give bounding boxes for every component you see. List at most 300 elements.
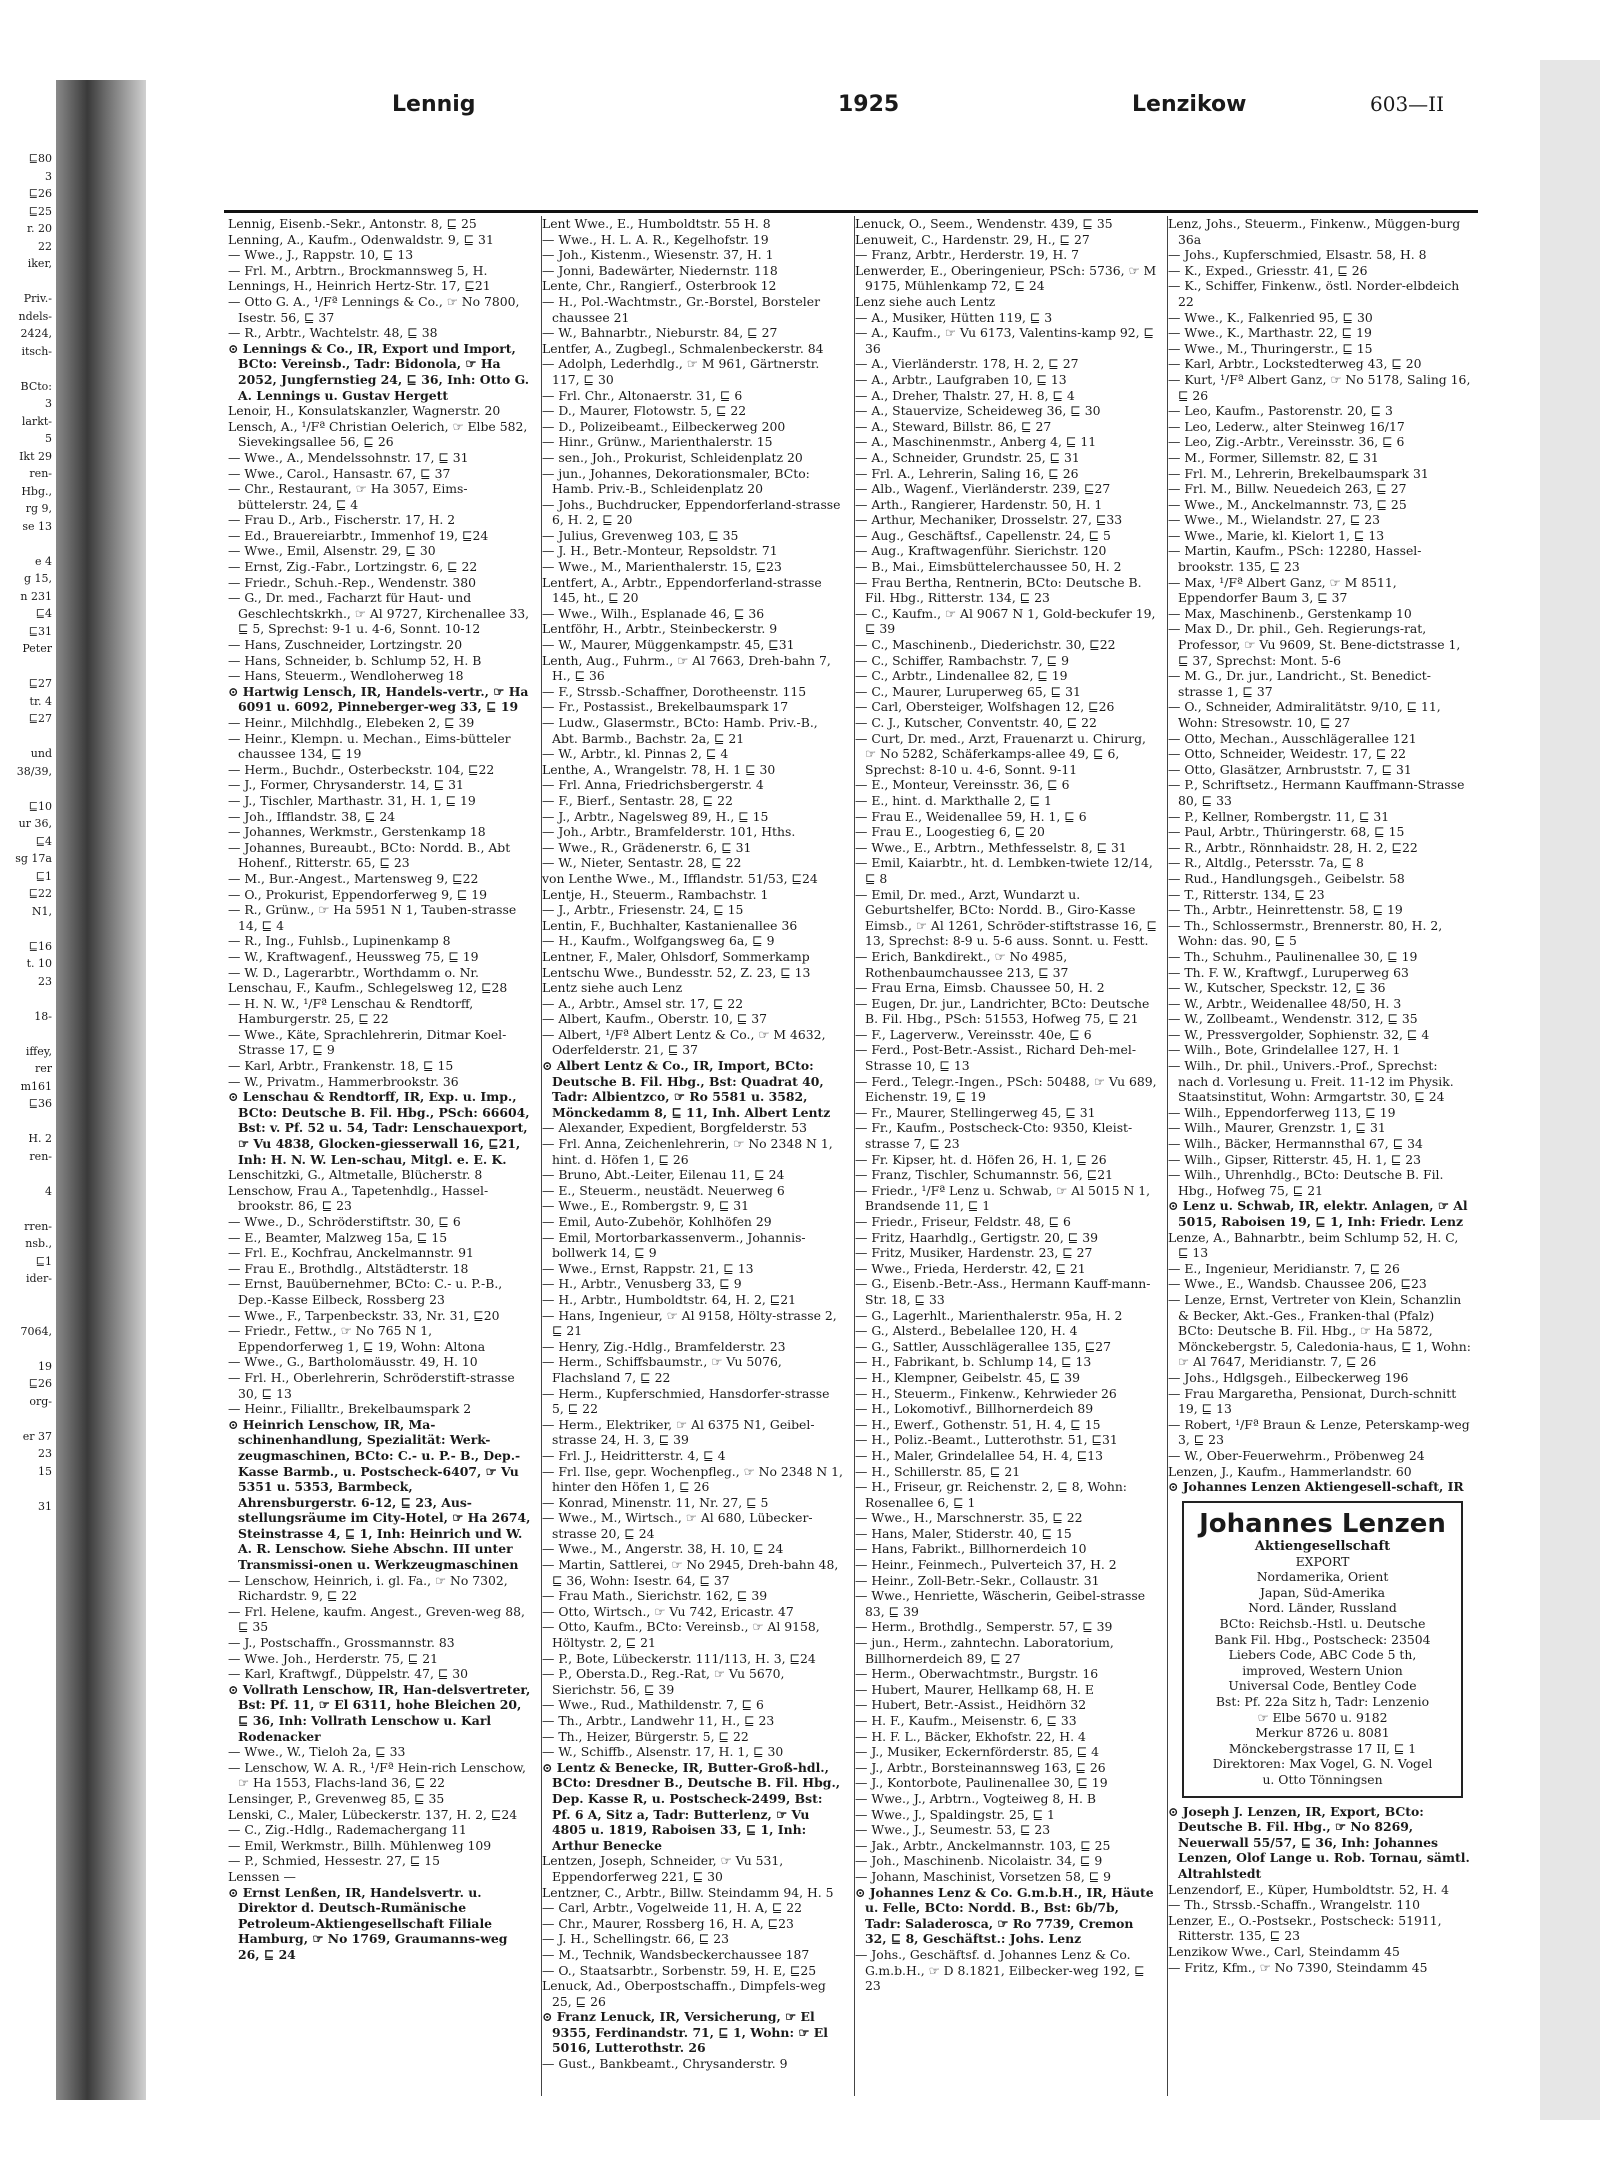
previous-page-fragment: H. 2	[28, 1132, 52, 1145]
directory-entry: — Wwe., R., Grädenerstr. 6, ⊑ 31	[542, 839, 752, 855]
directory-entry: — Friedr., Fettw., ☞ No 765 N 1, Eppendorferweg 1, ⊑ 19, Wohn: Altona	[228, 1323, 486, 1354]
ad-line: Bank Fil. Hbg., Postscheck: 23504	[1214, 1631, 1431, 1647]
directory-entry: — Ludw., Glasermstr., BCto: Hamb. Priv.-B., Abt. Barmb., Bachstr. 2a, ⊑ 21	[542, 715, 818, 746]
directory-entry: ⊙ Heinrich Lenschow, IR, Ma-schinenhandlung, Spezialität: Werk-zeugmaschinen, BCto: C.- u. P.- B., Dep.-Kasse Barmb., u. Postscheck-6407, ☞ Vu 5351 u. 5353, Barmbeck, Ahrensburgerstr. 6-12, ⊑ 23, Aus-stellungsräume im City-Hotel, ☞ Ha 2674, Steinstrasse 4, ⊑ 1, Inh: Heinrich und W. A. R. Lenschow. Siehe Abschn. III unter Transmissi-onen u. Werkzeugmaschinen	[228, 1416, 531, 1573]
previous-page-fragment	[0, 273, 56, 291]
column-1	[228, 216, 531, 2096]
directory-entry: — J., Arbtr., Friesenstr. 24, ⊑ 15	[542, 902, 744, 918]
directory-entry: ⊙ Joseph J. Lenzen, IR, Export, BCto: Deutsche B. Fil. Hbg., ☞ No 8269, Neuerwall 55/57, ⊑ 36, Inh: Johannes Lenzen, Olof Lange u. Rob. Tornau, sämtl. Altrahlstedt	[1168, 1803, 1470, 1881]
directory-entry: — H. F., Kaufm., Meisenstr. 6, ⊑ 33	[855, 1713, 1077, 1728]
directory-entry: — Wilh., Eppendorferweg 113, ⊑ 19	[1168, 1104, 1396, 1120]
directory-entry: — Frl. Anna, Friedrichsbergerstr. 4	[542, 777, 764, 793]
previous-page-fragment: N1,	[31, 904, 52, 918]
directory-entry: — Wwe., E., Rombergstr. 9, ⊑ 31	[542, 1198, 750, 1214]
directory-entry: — A., Musiker, Hütten 119, ⊑ 3	[855, 309, 1053, 325]
directory-entry: Lenzikow Wwe., Carl, Steindamm 45	[1168, 1943, 1400, 1959]
previous-page-fragment: rer	[34, 1062, 52, 1075]
directory-entry: — Wwe., M., Thuringerstr., ⊑ 15	[1168, 340, 1373, 356]
previous-page-fragment: Priv.-	[23, 292, 52, 305]
directory-entry: — Th., Heizer, Bürgerstr. 5, ⊑ 22	[542, 1728, 749, 1744]
directory-entry: — Ernst, Zig.-Fabr., Lortzingstr. 6, ⊑ 22	[228, 559, 478, 575]
directory-entry: Lenschau, F., Kaufm., Schlegelsweg 12, ⊑28	[228, 980, 508, 996]
directory-entry: — W., Schiffb., Alsenstr. 17, H. 1, ⊑ 30	[542, 1744, 784, 1760]
column-3	[854, 216, 1158, 2096]
directory-entry: — T., Ritterstr. 134, ⊑ 23	[1168, 886, 1325, 902]
directory-entry: — jun., Johannes, Dekorationsmaler, BCto: Hamb. Priv.-B., Schleidenplatz 20	[542, 465, 810, 497]
previous-page-fragment: ndels-	[18, 309, 52, 323]
directory-entry: — A., Arbtr., Laufgraben 10, ⊑ 13	[855, 371, 1067, 387]
ad-line: Direktoren: Max Vogel, G. N. Vogel	[1212, 1756, 1433, 1772]
directory-entry: — E., hint. d. Markthalle 2, ⊑ 1	[855, 792, 1052, 808]
directory-entry: Lenschitzki, G., Altmetalle, Blücherstr. 8	[228, 1167, 483, 1183]
directory-entry: — M., Former, Sillemstr. 82, ⊑ 31	[1168, 449, 1379, 465]
previous-page-fragment: ⊑36	[28, 1097, 52, 1110]
directory-columns	[228, 216, 1482, 2096]
directory-entry: — Hans, Maler, Stiderstr. 40, ⊑ 15	[855, 1525, 1072, 1541]
directory-entry: — Wwe., Wilh., Esplanade 46, ⊑ 36	[542, 605, 765, 621]
directory-entry: — Emil, Dr. med., Arzt, Wundarzt u. Geburtshelfer, BCto: Nordd. B., Giro-Kasse Eimsb., ☞ Al 1261, Schröder-stiftstrasse 16, ⊑ 13, Sprechst: 8-9 u. 5-6 auss. Sonnt. u. Festt.	[855, 886, 1157, 949]
directory-entry: — H., Arbtr., Humboldtstr. 64, H. 2, ⊑21	[542, 1291, 797, 1307]
previous-page-fragment: 3	[45, 169, 52, 183]
previous-page-fragment: BCto:	[20, 379, 52, 393]
ad-line: Liebers Code, ABC Code 5 th,	[1228, 1647, 1417, 1663]
directory-entry: — Wilh., Uhrenhdlg., BCto: Deutsche B. Fil. Hbg., Hofweg 75, ⊑ 21	[1168, 1167, 1444, 1198]
directory-entry: — Heinr., Milchhdlg., Elebeken 2, ⊑ 39	[228, 715, 475, 730]
directory-entry: — W., Ober-Feuerwehrm., Pröbenweg 24	[1168, 1447, 1425, 1463]
previous-page-fragment: ⊑1	[35, 869, 52, 883]
directory-entry: Lentzner, C., Arbtr., Billw. Steindamm 94, H. 5	[542, 1884, 834, 1900]
previous-page-fragment	[0, 728, 56, 746]
directory-entry: — Frl. Chr., Altonaerstr. 31, ⊑ 6	[542, 387, 743, 403]
directory-entry: — R., Grünw., ☞ Ha 5951 N 1, Tauben-strasse 14, ⊑ 4	[228, 902, 517, 933]
previous-page-edge	[0, 150, 58, 2070]
directory-entry: — Joh., Ifflandstr. 38, ⊑ 24	[228, 808, 396, 824]
previous-page-fragment	[0, 658, 56, 676]
directory-entry: — Max, ¹/Fª Albert Ganz, ☞ M 8511, Eppendorfer Baum 3, ⊑ 37	[1168, 574, 1397, 606]
directory-entry: — Emil, Mortorbarkassenverm., Johannis-bollwerk 14, ⊑ 9	[542, 1229, 806, 1261]
directory-entry: — Wwe., K., Falkenried 95, ⊑ 30	[1168, 309, 1373, 325]
directory-entry: — J. H., Betr.-Monteur, Repsoldstr. 71	[542, 543, 778, 559]
directory-entry: — H., Pol.-Wachtmstr., Gr.-Borstel, Borsteler chaussee 21	[542, 293, 821, 325]
previous-page-fragment	[0, 1305, 56, 1323]
directory-entry: — Joh., Kistenm., Wiesenstr. 37, H. 1	[542, 247, 774, 263]
directory-entry: — Frl. M., Billw. Neuedeich 263, ⊑ 27	[1168, 481, 1407, 497]
previous-page-fragment: larkt-	[21, 414, 52, 428]
directory-entry: — Wwe., Henriette, Wäscherin, Geibel-strasse 83, ⊑ 39	[855, 1588, 1146, 1619]
directory-entry: — Leo, Zig.-Arbtr., Vereinsstr. 36, ⊑ 6	[1168, 434, 1405, 450]
directory-entry: — Franz, Tischler, Schumannstr. 56, ⊑21	[855, 1167, 1114, 1183]
previous-page-fragment: iker,	[27, 257, 52, 270]
directory-entry: — W., Bahnarbtr., Nieburstr. 84, ⊑ 27	[542, 325, 778, 341]
directory-entry: — Frl. Helene, kaufm. Angest., Greven-weg 88, ⊑ 35	[228, 1603, 525, 1635]
column-4-entries-top	[1168, 216, 1471, 1495]
directory-entry: — Frau Bertha, Rentnerin, BCto: Deutsche B. Fil. Hbg., Ritterstr. 134, ⊑ 23	[855, 574, 1142, 606]
directory-entry: ⊙ Franz Lenuck, IR, Versicherung, ☞ El 9355, Ferdinandstr. 71, ⊑ 1, Wohn: ☞ El 5016, Lutterothstr. 26	[542, 2009, 828, 2056]
directory-entry: Lenski, C., Maler, Lübeckerstr. 137, H. 2, ⊑24	[228, 1806, 518, 1822]
directory-entry: Lennings, H., Heinrich Hertz-Str. 17, ⊑21	[228, 278, 491, 294]
directory-entry: Lentzen, Joseph, Schneider, ☞ Vu 531, Eppendorferweg 221, ⊑ 30	[542, 1853, 784, 1884]
directory-entry: — H., Maler, Grindelallee 54, H. 4, ⊑13	[855, 1447, 1104, 1463]
directory-entry: — Julius, Grevenweg 103, ⊑ 35	[542, 527, 739, 543]
directory-entry: — G., Dr. med., Facharzt für Haut- und Geschlechtskrkh., ☞ Al 9727, Kirchenallee 33, ⊑ 5, Sprechst: 9-1 u. 4-6, Sonnt. 10-12	[228, 590, 530, 637]
directory-entry: — Th. F. W., Kraftwgf., Luruperweg 63	[1168, 964, 1409, 980]
previous-page-fragment: ⊑27	[28, 712, 52, 725]
directory-entry: Lent Wwe., E., Humboldtstr. 55 H. 8	[542, 216, 771, 231]
directory-entry: — Frl. J., Heidritterstr. 4, ⊑ 4	[542, 1447, 726, 1463]
directory-entry: — W., Nieter, Sentastr. 28, ⊑ 22	[542, 855, 742, 871]
directory-entry: — Wwe., E., Arbtrn., Methfesselstr. 8, ⊑ 31	[855, 839, 1127, 855]
directory-entry: — O., Prokurist, Eppendorferweg 9, ⊑ 19	[228, 886, 488, 902]
ad-line: improved, Western Union	[1242, 1662, 1403, 1678]
directory-entry: — Alb., Wagenf., Vierländerstr. 239, ⊑27	[855, 481, 1111, 497]
directory-entry: — H., Kaufm., Wolfgangsweg 6a, ⊑ 9	[542, 933, 775, 949]
previous-page-fragment: nsb.,	[25, 1237, 52, 1250]
previous-page-fragment: ⊑26	[28, 1377, 52, 1390]
directory-entry: — Martin, Kaufm., PSch: 12280, Hassel-brookstr. 135, ⊑ 23	[1168, 543, 1422, 575]
directory-entry: — Heinr., Zoll-Betr.-Sekr., Collaustr. 31	[855, 1572, 1100, 1588]
directory-entry: — P., Kellner, Rombergstr. 11, ⊑ 31	[1168, 808, 1390, 824]
directory-entry: — Emil, Auto-Zubehör, Kohlhöfen 29	[542, 1214, 772, 1229]
directory-entry: — Wwe., J., Seumestr. 53, ⊑ 23	[855, 1822, 1051, 1838]
previous-page-fragment: tr. 4	[29, 694, 52, 708]
previous-page-fragment	[0, 1200, 56, 1218]
directory-entry: — Johann, Maschinist, Vorsetzen 58, ⊑ 9	[855, 1868, 1112, 1884]
directory-entry: — Lenschow, W. A. R., ¹/Fª Hein-rich Lenschow, ☞ Ha 1553, Flachs-land 36, ⊑ 22	[228, 1759, 526, 1791]
previous-page-fragment: ⊑4	[35, 834, 52, 848]
previous-page-fragment: 15	[38, 1464, 52, 1478]
directory-entry: — Wwe. Joh., Herderstr. 75, ⊑ 21	[228, 1650, 438, 1666]
directory-entry: — H. F. L., Bäcker, Ekhofstr. 22, H. 4	[855, 1728, 1086, 1744]
directory-entry: — J., Arbtr., Borsteinannsweg 163, ⊑ 26	[855, 1759, 1106, 1775]
previous-page-fragment: ⊑31	[28, 624, 52, 638]
directory-entry: — Hans, Zuschneider, Lortzingstr. 20	[228, 637, 463, 653]
directory-entry: — E., Beamter, Malzweg 15a, ⊑ 15	[228, 1229, 448, 1245]
directory-entry: — Friedr., Schuh.-Rep., Wendenstr. 380	[228, 574, 477, 590]
directory-entry: — Wwe., M., Wirtsch., ☞ Al 680, Lübecker-strasse 20, ⊑ 24	[542, 1510, 813, 1541]
directory-entry: — Wilh., Bäcker, Hermannsthal 67, ⊑ 34	[1168, 1136, 1423, 1152]
directory-entry: — Joh., Maschinenb. Nicolaistr. 34, ⊑ 9	[855, 1853, 1103, 1869]
directory-entry: — H., Fabrikant, b. Schlump 14, ⊑ 13	[855, 1354, 1092, 1370]
directory-entry: — Herm., Oberwachtmstr., Burgstr. 16	[855, 1666, 1099, 1682]
directory-entry: — Otto, Glasätzer, Arnbruststr. 7, ⊑ 31	[1168, 761, 1412, 777]
directory-entry: — Th., Arbtr., Landwehr 11, H., ⊑ 23	[542, 1713, 775, 1728]
directory-entry: — Wilh., Maurer, Grenzstr. 1, ⊑ 31	[1168, 1120, 1386, 1136]
directory-entry: — J., Postschaffn., Grossmannstr. 83	[228, 1635, 455, 1651]
directory-entry: ⊙ Johannes Lenzen Aktiengesell-schaft, IR	[1168, 1479, 1464, 1495]
directory-entry: — Hans, Schneider, b. Schlump 52, H. B	[228, 652, 482, 668]
directory-entry: — Wilh., Bote, Grindelallee 127, H. 1	[1168, 1042, 1401, 1058]
directory-entry: — G., Alsterd., Bebelallee 120, H. 4	[855, 1323, 1078, 1339]
directory-entry: — Otto, Wirtsch., ☞ Vu 742, Ericastr. 47	[542, 1603, 794, 1619]
directory-entry: von Lenthe Wwe., M., Ifflandstr. 51/53, ⊑24	[542, 870, 818, 886]
directory-entry: ⊙ Lentz & Benecke, IR, Butter-Groß-hdl., BCto: Dresdner B., Deutsche B. Fil. Hbg., Dep. Kasse R, u. Postscheck-2499, Bst: Pf. 6 A, Sitz a, Tadr: Butterlenz, ☞ Vu 4805 u. 1819, Raboisen 33, ⊑ 1, Inh: Arthur Benecke	[542, 1759, 841, 1853]
previous-page-fragment	[0, 1480, 56, 1498]
directory-entry: — Chr., Maurer, Rossberg 16, H. A, ⊑23	[542, 1915, 794, 1931]
directory-entry: — Otto, Mechan., Ausschlägerallee 121	[1168, 730, 1417, 746]
directory-entry: — Frl. A., Lehrerin, Saling 16, ⊑ 26	[855, 465, 1079, 481]
ad-line: u. Otto Tönningsen	[1262, 1772, 1383, 1787]
directory-entry: — Wilh., Dr. phil., Univers.-Prof., Sprechst: nach d. Vorlesung u. Freit. 11-12 im Physik. Staatsinstitut, Wohn: Armgartstr. 30, ⊑ 24	[1168, 1058, 1454, 1105]
directory-entry: — Albert, Kaufm., Oberstr. 10, ⊑ 37	[542, 1011, 768, 1027]
directory-entry: — Fritz, Musiker, Hardenstr. 23, ⊑ 27	[855, 1245, 1093, 1261]
directory-entry: — Karl, Arbtr., Frankenstr. 18, ⊑ 15	[228, 1058, 454, 1074]
directory-entry: — A., Stauervize, Scheideweg 36, ⊑ 30	[855, 403, 1101, 419]
previous-page-fragment: 4	[45, 1184, 52, 1198]
directory-entry: — Ed., Brauereiarbtr., Immenhof 19, ⊑24	[228, 527, 489, 543]
directory-entry: — G., Eisenb.-Betr.-Ass., Hermann Kauff-mann-Str. 18, ⊑ 33	[855, 1276, 1151, 1307]
previous-page-fragment	[0, 1113, 56, 1131]
directory-entry: — W., Kraftwagenf., Heussweg 75, ⊑ 19	[228, 948, 479, 964]
directory-entry: — W., Pressvergolder, Sophienstr. 32, ⊑ 4	[1168, 1026, 1430, 1042]
previous-page-fragment: 7064,	[20, 1324, 52, 1338]
directory-entry: Lenuck, Ad., Oberpostschaffn., Dimpfels-weg 25, ⊑ 26	[542, 1978, 826, 2009]
directory-entry: — P., Bote, Lübeckerstr. 111/113, H. 3, ⊑24	[542, 1650, 816, 1666]
directory-entry: — Frl. M., Arbtrn., Brockmannsweg 5, H.	[228, 262, 488, 278]
directory-entry: — Albert, ¹/Fª Albert Lentz & Co., ☞ M 4632, Oderfelderstr. 21, ⊑ 37	[542, 1026, 826, 1058]
directory-entry: Lenzendorf, E., Küper, Humboldtstr. 52, H. 4	[1168, 1881, 1450, 1897]
column-4	[1167, 216, 1471, 2096]
previous-page-fragment	[0, 1288, 56, 1306]
directory-entry: — Leo, Kaufm., Pastorenstr. 20, ⊑ 3	[1168, 403, 1393, 419]
column-4-entries-bottom	[1168, 1804, 1471, 1976]
directory-entry: — Paul, Arbtr., Thüringerstr. 68, ⊑ 15	[1168, 824, 1405, 840]
previous-page-fragment: 23	[38, 1447, 52, 1460]
ad-line: Mönckebergstrasse 17 II, ⊑ 1	[1228, 1740, 1417, 1756]
directory-entry: ⊙ Hartwig Lensch, IR, Handels-vertr., ☞ Ha 6091 u. 6092, Pinneberger-weg 33, ⊑ 19	[228, 683, 529, 715]
directory-entry: — Hans, Steuerm., Wendloherweg 18	[228, 668, 464, 684]
directory-entry: — Frau Erna, Eimsb. Chaussee 50, H. 2	[855, 980, 1105, 996]
directory-entry: — Wwe., J., Arbtrn., Vogteiweg 8, H. B	[855, 1790, 1096, 1806]
directory-entry: Lenuweit, C., Hardenstr. 29, H., ⊑ 27	[855, 231, 1090, 247]
previous-page-fragment: sg 17a	[15, 852, 52, 865]
directory-entry: Lenz siehe auch Lentz	[855, 293, 996, 309]
directory-entry: — A., Dreher, Thalstr. 27, H. 8, ⊑ 4	[855, 387, 1075, 403]
header-year: 1925	[838, 92, 900, 117]
directory-entry: Lentin, F., Buchhalter, Kastanienallee 36	[542, 917, 798, 933]
previous-page-fragment	[0, 360, 56, 378]
previous-page-fragment	[0, 990, 56, 1008]
directory-entry: — Herm., Kupferschmied, Hansdorfer-strasse 5, ⊑ 22	[542, 1385, 830, 1417]
directory-entry: — M., Technik, Wandsbeckerchaussee 187	[542, 1946, 810, 1962]
directory-entry: Lenoir, H., Konsulatskanzler, Wagnerstr. 20	[228, 403, 501, 419]
directory-entry: — E., Steuerm., neustädt. Neuerweg 6	[542, 1182, 785, 1198]
previous-page-fragment: m161	[20, 1079, 52, 1093]
previous-page-fragment: ren-	[29, 467, 52, 480]
scan-margin	[1540, 60, 1600, 2120]
advertisement-box	[1182, 1501, 1463, 1798]
previous-page-fragment	[0, 1025, 56, 1043]
directory-entry: — H., Schillerstr. 85, ⊑ 21	[855, 1463, 1021, 1479]
previous-page-fragment	[0, 780, 56, 798]
previous-page-fragment: 19	[38, 1359, 52, 1373]
directory-entry: — J., Former, Chrysanderstr. 14, ⊑ 31	[228, 777, 464, 793]
previous-page-fragment: 18-	[34, 1009, 52, 1023]
directory-entry: — C. J., Kutscher, Conventstr. 40, ⊑ 22	[855, 715, 1097, 730]
directory-entry: — Hans, Ingenieur, ☞ Al 9158, Hölty-strasse 2, ⊑ 21	[542, 1307, 837, 1339]
directory-entry: — Ferd., Post-Betr.-Assist., Richard Deh-mel-Strasse 10, ⊑ 13	[855, 1042, 1137, 1074]
ad-line: Nord. Länder, Russland	[1248, 1600, 1397, 1616]
directory-entry: — Wilh., Gipser, Ritterstr. 45, H. 1, ⊑ 23	[1168, 1151, 1422, 1167]
directory-entry: — Wwe., Marie, kl. Kielort 1, ⊑ 13	[1168, 527, 1385, 543]
directory-entry: Lenthe, A., Wrangelstr. 78, H. 1 ⊑ 30	[542, 761, 776, 777]
directory-entry: — O., Schneider, Admiralitätstr. 9/10, ⊑ 11, Wohn: Stresowstr. 10, ⊑ 27	[1168, 699, 1441, 730]
directory-entry: — Lenze, Ernst, Vertreter von Klein, Schanzlin & Becker, Akt.-Ges., Franken-thal (Pfalz) BCto: Deutsche B. Fil. Hbg., ☞ Ha 5872, Mönckebergstr. 5, Caledonia-haus, ⊑ 1, Wohn: ☞ Al 7647, Meridianstr. 7, ⊑ 26	[1168, 1291, 1471, 1370]
directory-entry: — E., Monteur, Vereinsstr. 36, ⊑ 6	[855, 777, 1070, 793]
directory-entry: — jun., Herm., zahntechn. Laboratorium, Billhornerdeich 89, ⊑ 27	[855, 1635, 1114, 1666]
directory-entry: — A., Kaufm., ☞ Vu 6173, Valentins-kamp 92, ⊑ 36	[855, 325, 1154, 356]
directory-entry: — Joh., Arbtr., Bramfelderstr. 101, Hths.	[542, 824, 796, 840]
previous-page-fragment: Peter	[22, 642, 52, 655]
previous-page-fragment: ⊑4	[35, 607, 52, 620]
ad-lines	[1190, 1554, 1455, 1788]
directory-entry: — Frau D., Arb., Fischerstr. 17, H. 2	[228, 512, 456, 528]
ad-line: Merkur 8726 u. 8081	[1255, 1725, 1390, 1741]
directory-entry: — Hinr., Grünw., Marienthalerstr. 15	[542, 434, 773, 450]
directory-entry: — Karl, Arbtr., Lockstedterweg 43, ⊑ 20	[1168, 356, 1422, 372]
directory-entry: — J. H., Schellingstr. 66, ⊑ 23	[542, 1931, 729, 1947]
directory-entry: Lensinger, P., Grevenweg 85, ⊑ 35	[228, 1790, 445, 1806]
directory-entry: Lenze, A., Bahnarbtr., beim Schlump 52, H. C, ⊑ 13	[1168, 1229, 1459, 1261]
directory-entry: — Curt, Dr. med., Arzt, Frauenarzt u. Chirurg, ☞ No 5282, Schäferkamps-allee 49, ⊑ 6, Sprechst: 8-10 u. 4-6, Sonnt. 9-11	[855, 730, 1146, 777]
ad-title: Johannes Lenzen	[1199, 1508, 1446, 1539]
previous-page-fragment: 38/39,	[16, 764, 52, 778]
directory-entry: — Wwe., M., Wielandstr. 27, ⊑ 23	[1168, 512, 1381, 528]
directory-entry: Lentschu Wwe., Bundesstr. 52, Z. 23, ⊑ 13	[542, 964, 811, 980]
ad-line: Bst: Pf. 22a Sitz h, Tadr: Lenzenio	[1215, 1694, 1430, 1710]
directory-entry: — Aug., Geschäftsf., Capellenstr. 24, ⊑ 5	[855, 527, 1111, 543]
directory-entry: — Martin, Sattlerei, ☞ No 2945, Dreh-bahn 48, ⊑ 36, Wohn: Isestr. 64, ⊑ 37	[542, 1557, 839, 1588]
directory-entry: — Herm., Buchdr., Osterbeckstr. 104, ⊑22	[228, 761, 495, 777]
directory-entry: — Aug., Kraftwagenführ. Sierichstr. 120	[855, 543, 1107, 559]
directory-entry: — Fritz, Haarhdlg., Gertigstr. 20, ⊑ 39	[855, 1229, 1098, 1245]
directory-entry: — P., Schmied, Hessestr. 27, ⊑ 15	[228, 1853, 441, 1869]
directory-entry: — Th., Schlossermstr., Brennerstr. 80, H. 2, Wohn: das. 90, ⊑ 5	[1168, 917, 1443, 949]
directory-entry: — O., Staatsarbtr., Sorbenstr. 59, H. E, ⊑25	[542, 1962, 817, 1978]
previous-page-fragment: 31	[38, 1499, 52, 1513]
directory-entry: — W., Zollbeamt., Wendenstr. 312, ⊑ 35	[1168, 1011, 1418, 1027]
directory-entry: — F., Bierf., Sentastr. 28, ⊑ 22	[542, 792, 733, 808]
previous-page-fragment: 2424,	[20, 327, 52, 340]
directory-entry: — Frl. M., Lehrerin, Brekelbaumspark 31	[1168, 465, 1429, 481]
directory-entry: ⊙ Albert Lentz & Co., IR, Import, BCto: Deutsche B. Fil. Hbg., Bst: Quadrat 40, Tadr: Albientzco, ☞ Ro 5581 u. 3582, Mönckedamm 8, ⊑ 11, Inh. Albert Lentz	[542, 1058, 831, 1120]
directory-entry: — A., Steward, Billstr. 86, ⊑ 27	[855, 418, 1052, 434]
directory-entry: Lente, Chr., Rangierf., Osterbrook 12	[542, 278, 777, 294]
directory-entry: — Wwe., J., Spaldingstr. 25, ⊑ 1	[855, 1806, 1055, 1822]
directory-entry: — C., Arbtr., Lindenallee 82, ⊑ 19	[855, 668, 1068, 684]
directory-entry: — Bruno, Abt.-Leiter, Eilenau 11, ⊑ 24	[542, 1167, 785, 1183]
directory-entry: — Frau E., Brothdlg., Altstädterstr. 18	[228, 1260, 469, 1276]
previous-page-fragment: 3	[45, 397, 52, 410]
previous-page-fragment: ⊑22	[28, 887, 52, 900]
previous-page-fragment: org-	[29, 1394, 52, 1408]
directory-entry: — Th., Strssb.-Schaffn., Wrangelstr. 110	[1168, 1897, 1421, 1913]
directory-entry: Lenuck, O., Seem., Wendenstr. 439, ⊑ 35	[855, 216, 1113, 231]
previous-page-fragment	[0, 920, 56, 938]
directory-entry: — Fritz, Kfm., ☞ No 7390, Steindamm 45	[1168, 1959, 1428, 1975]
ad-line: Nordamerika, Orient	[1256, 1569, 1389, 1585]
directory-entry: — Wwe., Ernst, Rappstr. 21, ⊑ 13	[542, 1260, 754, 1276]
column-2	[541, 216, 845, 2096]
directory-entry: — Wwe., M., Angerstr. 38, H. 10, ⊑ 24	[542, 1541, 784, 1557]
directory-entry: — Arth., Rangierer, Hardenstr. 50, H. 1	[855, 496, 1103, 512]
directory-entry: — sen., Joh., Prokurist, Schleidenplatz 20	[542, 449, 803, 465]
directory-entry: — Friedr., Friseur, Feldstr. 48, ⊑ 6	[855, 1214, 1071, 1229]
previous-page-fragment	[0, 1165, 56, 1183]
previous-page-fragment: Ikt 29	[19, 449, 52, 463]
directory-entry: — Wwe., G., Bartholomäusstr. 49, H. 10	[228, 1354, 478, 1370]
directory-entry: — F., Strssb.-Schaffner, Dorotheenstr. 115	[542, 683, 807, 699]
directory-entry: — J., Arbtr., Nagelsweg 89, H., ⊑ 15	[542, 808, 769, 824]
directory-entry: — Wwe., E., Wandsb. Chaussee 206, ⊑23	[1168, 1276, 1427, 1292]
directory-entry: — Wwe., H., Marschnerstr. 35, ⊑ 22	[855, 1510, 1083, 1526]
directory-entry: — M. G., Dr. jur., Landricht., St. Benedict-strasse 1, ⊑ 37	[1168, 668, 1431, 699]
header-right-word: Lenzikow	[1132, 92, 1247, 117]
directory-entry: — Wwe., M., Anckelmannstr. 73, ⊑ 25	[1168, 496, 1407, 512]
directory-entry: — Johs., Buchdrucker, Eppendorferland-strasse 6, H. 2, ⊑ 20	[542, 496, 841, 528]
directory-entry: — B., Mai., Eimsbüttelerchaussee 50, H. 2	[855, 559, 1122, 575]
directory-entry: — Johs., Geschäftsf. d. Johannes Lenz & Co. G.m.b.H., ☞ D 8.1821, Eilbecker-weg 192, ⊑ 23	[855, 1946, 1145, 1994]
directory-entry: — R., Ing., Fuhlsb., Lupinenkamp 8	[228, 933, 451, 949]
directory-entry: — Johannes, Bureaubt., BCto: Nordd. B., Abt Hohenf., Ritterstr. 65, ⊑ 23	[228, 839, 511, 871]
directory-entry: — W. D., Lagerarbtr., Worthdamm o. Nr.	[228, 964, 479, 980]
directory-entry: — Fr., Postassist., Brekelbaumspark 17	[542, 699, 789, 715]
directory-entry: Lenssen —	[228, 1868, 296, 1884]
directory-entry: — R., Arbtr., Rönnhaidstr. 28, H. 2, ⊑22	[1168, 839, 1418, 855]
ad-line: Japan, Süd-Amerika	[1260, 1584, 1385, 1600]
directory-entry: — K., Exped., Griesstr. 41, ⊑ 26	[1168, 262, 1368, 278]
directory-entry: — Jonni, Badewärter, Niedernstr. 118	[542, 262, 778, 278]
directory-entry: — A., Schneider, Grundstr. 25, ⊑ 31	[855, 449, 1080, 465]
directory-entry: — Wwe., Frieda, Herderstr. 42, ⊑ 21	[855, 1260, 1086, 1276]
previous-page-fragment: und	[30, 747, 52, 760]
directory-entry: — H., Lokomotivf., Billhornerdeich 89	[855, 1401, 1094, 1417]
directory-entry: — Wwe., Carol., Hansastr. 67, ⊑ 37	[228, 465, 451, 481]
directory-entry: ⊙ Lenz u. Schwab, IR, elektr. Anlagen, ☞ Al 5015, Raboisen 19, ⊑ 1, Inh: Friedr. Lenz	[1168, 1198, 1468, 1229]
directory-entry: Lentfer, A., Zugbegl., Schmalenbeckerstr. 84	[542, 340, 824, 356]
ad-line: ☞ Elbe 5670 u. 9182	[1257, 1709, 1388, 1725]
directory-entry: — Hubert, Betr.-Assist., Heidhörn 32	[855, 1697, 1087, 1713]
previous-page-fragment	[0, 1340, 56, 1358]
directory-entry: — Wwe., D., Schröderstiftstr. 30, ⊑ 6	[228, 1214, 461, 1229]
directory-entry: Lennig, Eisenb.-Sekr., Antonstr. 8, ⊑ 25	[228, 216, 477, 231]
previous-page-fragment: ⊑16	[28, 939, 52, 953]
directory-entry: — J., Tischler, Marthastr. 31, H. 1, ⊑ 19	[228, 792, 476, 808]
previous-page-fragment: ur 36,	[18, 817, 52, 830]
previous-page-fragment: 22	[38, 239, 52, 253]
directory-entry: — Wwe., Emil, Alsenstr. 29, ⊑ 30	[228, 543, 436, 559]
directory-entry: — W., Maurer, Müggenkampstr. 45, ⊑31	[542, 637, 795, 653]
directory-entry: — Adolph, Lederhdlg., ☞ M 961, Gärtnerstr. 117, ⊑ 30	[542, 356, 820, 387]
directory-entry: ⊙ Lennings & Co., IR, Export und Import, BCto: Vereinsb., Tadr: Bidonola, ☞ Ha 2052, Jungfernstieg 24, ⊑ 36, Inh: Otto G. A. Lennings u. Gustav Hergett	[228, 340, 530, 403]
directory-entry: Lentz siehe auch Lenz	[542, 980, 683, 996]
directory-entry: — R., Arbtr., Wachtelstr. 48, ⊑ 38	[228, 325, 438, 341]
ad-line: BCto: Reichsb.-Hstl. u. Deutsche	[1219, 1616, 1426, 1632]
directory-entry: — A., Vierländerstr. 178, H. 2, ⊑ 27	[855, 356, 1079, 372]
directory-entry: — Otto, Kaufm., BCto: Vereinsb., ☞ Al 9158, Höltystr. 2, ⊑ 21	[542, 1619, 820, 1651]
directory-entry: ⊙ Lenschau & Rendtorff, IR, Exp. u. Imp., BCto: Deutsche B. Fil. Hbg., PSch: 66604, Bst: v. Pf. 52 u. 54, Tadr: Lenschauexport, ☞ Vu 4838, Glocken-giesserwall 16, ⊑21, Inh: H. N. W. Len-schau, Mitgl. e. E. K.	[228, 1089, 530, 1167]
directory-entry: — Lenschow, Heinrich, i. gl. Fa., ☞ No 7302, Richardstr. 9, ⊑ 22	[228, 1572, 508, 1604]
directory-entry: ⊙ Vollrath Lenschow, IR, Han-delsvertreter, Bst: Pf. 11, ☞ El 6311, hohe Bleichen 20, ⊑ 36, Inh: Vollrath Lenschow u. Karl Rodenacker	[228, 1681, 531, 1744]
previous-page-fragment: 5	[45, 432, 52, 445]
directory-entry: Lenth, Aug., Fuhrm., ☞ Al 7663, Dreh-bahn 7, H., ⊑ 36	[542, 652, 831, 684]
previous-page-fragment: ⊑10	[28, 799, 52, 813]
directory-entry: — Emil, Kaiarbtr., ht. d. Lembken-twiete 12/14, ⊑ 8	[855, 855, 1153, 886]
directory-entry: — Ferd., Telegr.-Ingen., PSch: 50488, ☞ Vu 689, Eichenstr. 19, ⊑ 19	[855, 1073, 1157, 1105]
directory-entry: — D., Polizeibeamt., Eilbeckerweg 200	[542, 418, 786, 434]
directory-entry: — Johs., Hdlgsgeh., Eilbeckerweg 196	[1168, 1369, 1409, 1385]
directory-entry: — E., Ingenieur, Meridianstr. 7, ⊑ 26	[1168, 1260, 1400, 1276]
directory-entry: — H. N. W., ¹/Fª Lenschau & Rendtorff, Hamburgerstr. 25, ⊑ 22	[228, 995, 474, 1027]
